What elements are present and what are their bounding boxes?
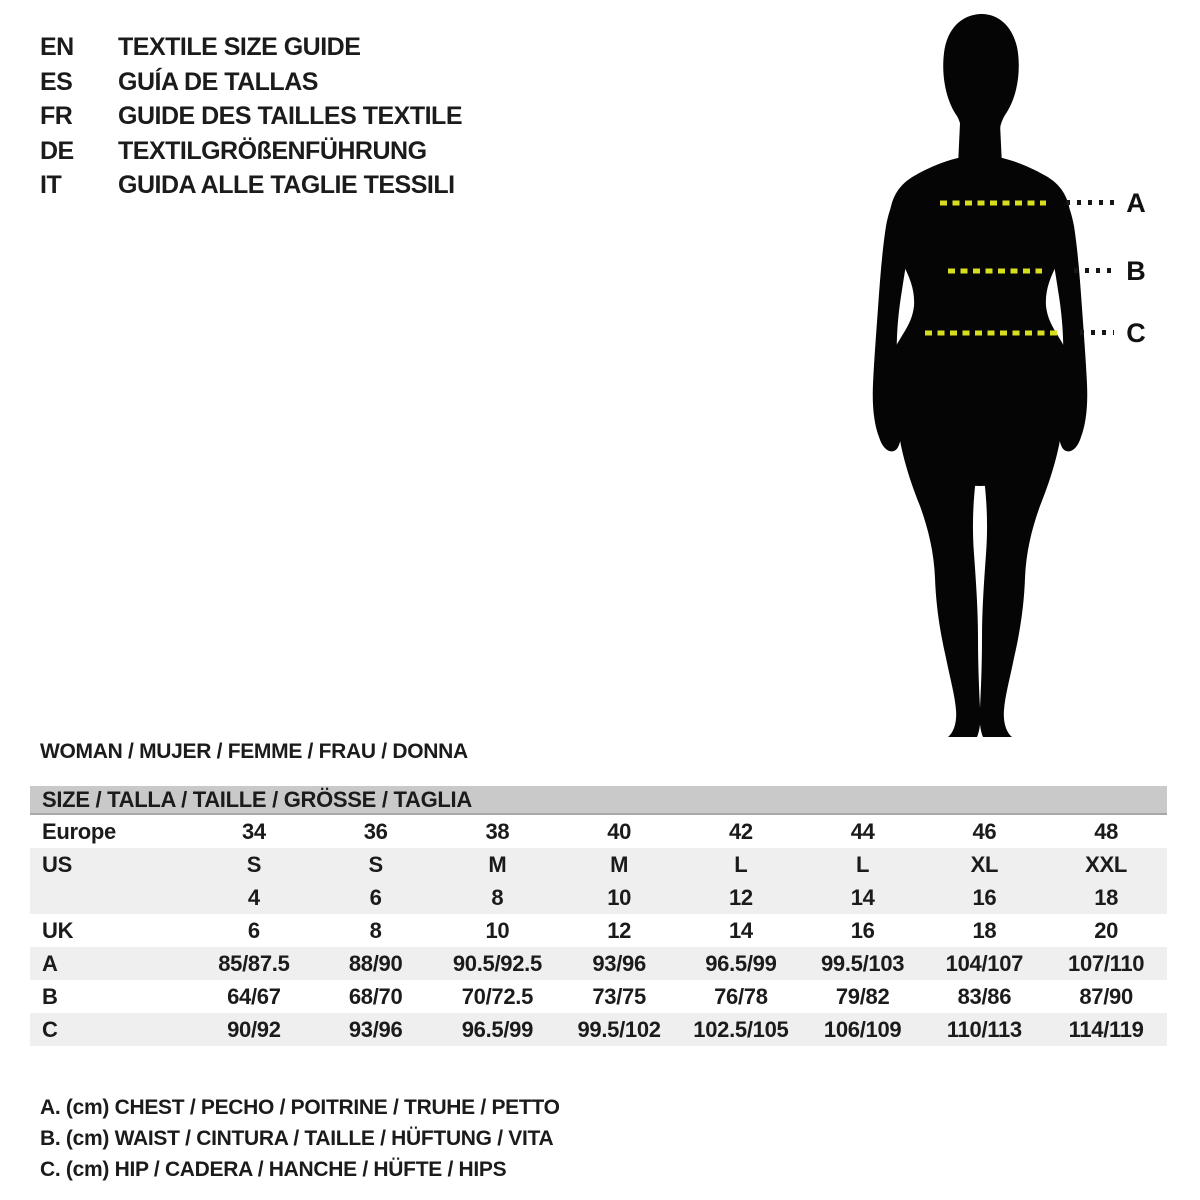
size-cell: M — [488, 851, 507, 877]
size-cell: S — [246, 851, 262, 877]
language-title: GUIDE DES TAILLES TEXTILE — [118, 102, 463, 130]
silhouette-head — [943, 14, 1019, 141]
size-cell: 83/86 — [957, 983, 1012, 1009]
size-cell: 85/87.5 — [218, 950, 290, 976]
table-row-uk — [30, 914, 1167, 947]
size-cell: 6 — [247, 917, 260, 943]
size-cell: 10 — [485, 917, 510, 943]
size-cell: 12 — [607, 917, 632, 943]
size-cell: 6 — [369, 884, 382, 910]
size-cell: S — [368, 851, 383, 877]
row-label: B — [42, 983, 58, 1009]
size-cell: 8 — [369, 917, 382, 943]
row-label: C — [42, 1016, 58, 1042]
size-cell: 106/109 — [823, 1016, 902, 1042]
measurement-legend — [40, 1092, 560, 1185]
measure-label-b: B — [1126, 256, 1146, 286]
size-cell: 68/70 — [348, 983, 403, 1009]
size-cell: 34 — [241, 818, 266, 844]
size-cell: 107/110 — [1068, 950, 1145, 976]
language-title-block — [40, 30, 462, 203]
gender-heading: WOMAN / MUJER / FEMME / FRAU / DONNA — [40, 740, 468, 763]
language-code: ES — [40, 67, 73, 96]
table-row-hip-c — [30, 1013, 1167, 1046]
size-cell: 8 — [491, 884, 504, 910]
language-row — [40, 99, 462, 134]
measure-label-c: C — [1126, 318, 1146, 348]
language-code: DE — [40, 136, 74, 165]
measure-connector-b — [1074, 268, 1114, 273]
size-cell: 99.5/103 — [821, 950, 905, 976]
measure-connector-c — [1080, 330, 1114, 335]
measure-label-a: A — [1126, 188, 1146, 218]
size-cell: 87/90 — [1079, 983, 1133, 1009]
language-row — [40, 30, 462, 65]
size-cell: M — [610, 851, 629, 877]
size-cell: 96.5/99 — [705, 950, 777, 976]
size-cell: XXL — [1085, 851, 1128, 877]
size-cell: 44 — [850, 818, 875, 844]
row-label: UK — [42, 917, 74, 943]
size-cell: 90.5/92.5 — [452, 950, 542, 976]
size-cell: 99.5/102 — [577, 1016, 661, 1042]
size-cell: 14 — [850, 884, 875, 910]
size-cell: 16 — [972, 884, 997, 910]
table-row-waist-b — [30, 980, 1167, 1013]
size-cell: 10 — [607, 884, 632, 910]
size-cell: 20 — [1094, 917, 1119, 943]
row-label: Europe — [42, 818, 116, 844]
size-table-header: SIZE / TALLA / TAILLE / GRÖSSE / TAGLIA — [30, 786, 1167, 815]
row-label: A — [42, 950, 58, 976]
size-cell: 79/82 — [835, 983, 890, 1009]
size-cell: L — [856, 851, 870, 877]
size-cell: 14 — [728, 917, 753, 943]
size-cell: L — [734, 851, 748, 877]
size-cell: 38 — [485, 818, 510, 844]
size-cell: 42 — [728, 818, 753, 844]
legend-line-chest: A. (cm) CHEST / PECHO / POITRINE / TRUHE / PETTO — [40, 1096, 560, 1119]
size-cell: 93/96 — [348, 1016, 403, 1042]
table-row-europe — [30, 815, 1167, 848]
size-cell: 114/119 — [1068, 1016, 1144, 1042]
language-title: GUIDA ALLE TAGLIE TESSILI — [118, 171, 455, 199]
size-cell: 12 — [728, 884, 753, 910]
size-cell: 96.5/99 — [461, 1016, 534, 1042]
silhouette-left-leg — [896, 408, 980, 737]
size-cell: 102.5/105 — [693, 1016, 789, 1042]
language-title: TEXTILE SIZE GUIDE — [118, 33, 361, 61]
table-row-chest-a — [30, 947, 1167, 980]
size-cell: 88/90 — [348, 950, 403, 976]
woman-silhouette-figure — [852, 8, 1102, 743]
size-cell: 104/107 — [945, 950, 1024, 976]
size-cell: 36 — [363, 818, 388, 844]
size-cell: 76/78 — [714, 983, 768, 1009]
language-row — [40, 134, 462, 169]
size-cell: 73/75 — [592, 983, 646, 1009]
size-cell: 4 — [247, 884, 260, 910]
language-title: GUÍA DE TALLAS — [118, 67, 318, 96]
size-cell: 64/67 — [227, 983, 281, 1009]
table-row-us-letter — [30, 848, 1167, 881]
size-cell: XL — [970, 851, 999, 877]
size-table — [30, 786, 1167, 1046]
legend-line-waist: B. (cm) WAIST / CINTURA / TAILLE / HÜFTUNG / VITA — [40, 1127, 554, 1150]
size-cell: 93/96 — [592, 950, 646, 976]
size-cell: 46 — [972, 818, 997, 844]
size-cell: 18 — [1094, 884, 1119, 910]
language-row — [40, 168, 462, 203]
size-cell: 90/92 — [227, 1016, 281, 1042]
language-code: EN — [40, 33, 74, 61]
size-cell: 40 — [607, 818, 632, 844]
size-cell: 16 — [850, 917, 875, 943]
language-code: FR — [40, 102, 73, 130]
language-title: TEXTILGRÖßENFÜHRUNG — [118, 136, 427, 165]
size-cell: 70/72.5 — [461, 983, 534, 1009]
legend-line-hip: C. (cm) HIP / CADERA / HANCHE / HÜFTE / HIPS — [40, 1158, 507, 1181]
language-row — [40, 65, 462, 100]
measure-connector-a — [1066, 200, 1114, 205]
size-cell: 18 — [972, 917, 997, 943]
size-cell: 110/113 — [946, 1016, 1022, 1042]
row-label: US — [42, 851, 72, 877]
language-code: IT — [40, 171, 62, 199]
silhouette-right-leg — [980, 408, 1064, 737]
table-row-us-numeric — [30, 881, 1167, 914]
size-cell: 48 — [1094, 818, 1119, 844]
